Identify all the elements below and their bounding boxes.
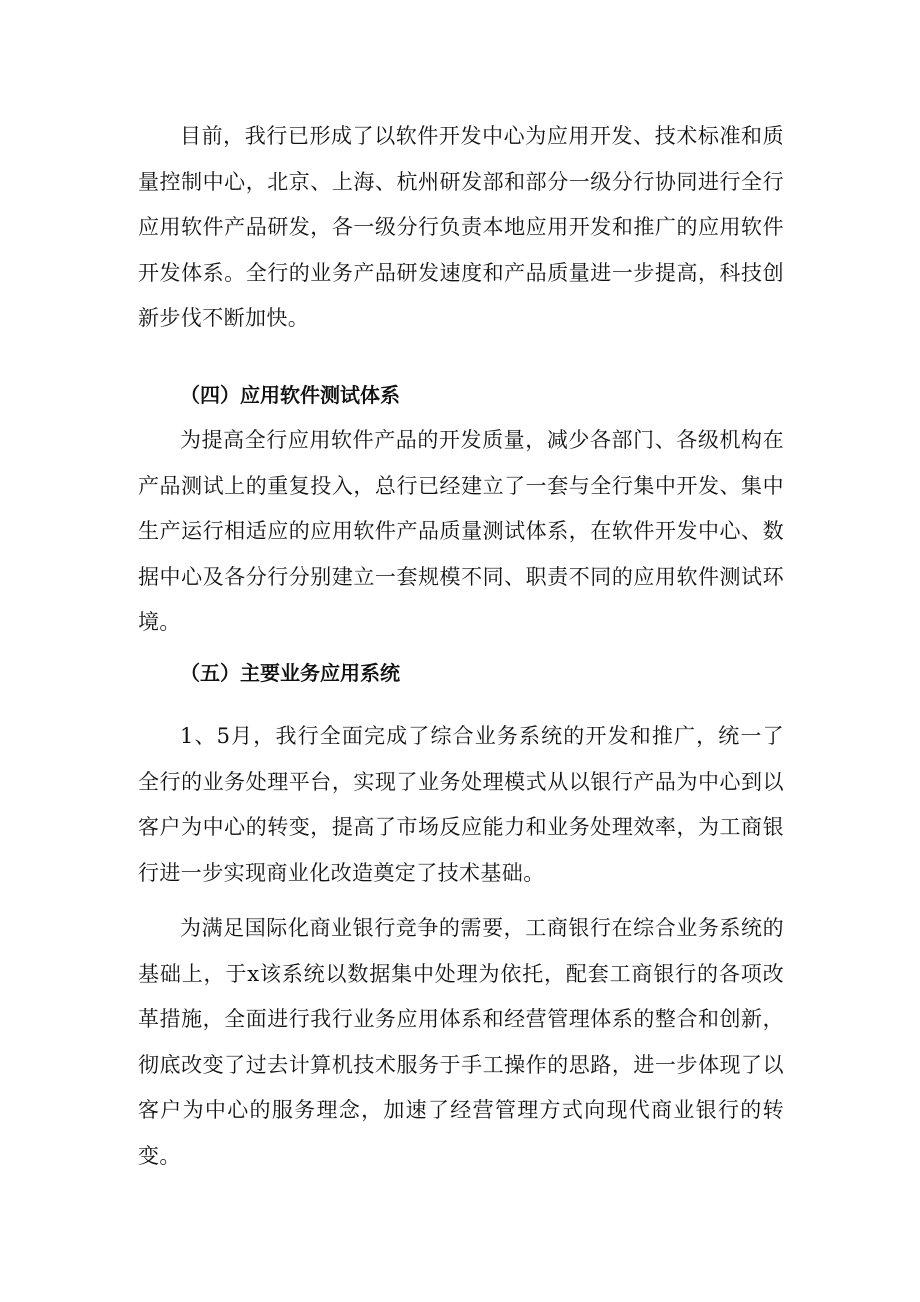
heading-testing-system: （四）应用软件测试体系 bbox=[180, 383, 400, 407]
paragraph-testing-system: 为提高全行应用软件产品的开发质量，减少各部门、各级机构在产品测试上的重复投入，总行已经建立了一套与全行集中开发、集中生产运行相适应的应用软件产品质量测试体系，在软件开发中心、数据中心及各分行分别建立一套规模不同、职责不同的应用软件测试环境。 bbox=[138, 428, 784, 634]
heading-main-business-systems: （五）主要业务应用系统 bbox=[180, 661, 400, 685]
paragraph-internationalization: 为满足国际化商业银行竞争的需要，工商银行在综合业务系统的基础上，于x该系统以数据集中处理为依托，配套工商银行的各项改革措施，全面进行我行业务应用体系和经营管理体系的整合和创新，彻底改变了过去计算机技术服务于手工操作的思路，进一步体现了以客户为中心的服务理念，加速了经营管理方式向现代商业银行的转变。 bbox=[138, 916, 784, 1168]
paragraph-software-dev-system: 目前，我行已形成了以软件开发中心为应用开发、技术标准和质量控制中心，北京、上海、杭州研发部和部分一级分行协同进行全行应用软件产品研发，各一级分行负责本地应用开发和推广的应用软件开发体系。全行的业务产品研发速度和产品质量进一步提高，科技创新步伐不断加快。 bbox=[138, 124, 784, 330]
paragraph-integrated-business-system: 1、5月，我行全面完成了综合业务系统的开发和推广，统一了全行的业务处理平台，实现了业务处理模式从以银行产品为中心到以客户为中心的转变，提高了市场反应能力和业务处理效率，为工商银行进一步实现商业化改造奠定了技术基础。 bbox=[138, 724, 784, 885]
